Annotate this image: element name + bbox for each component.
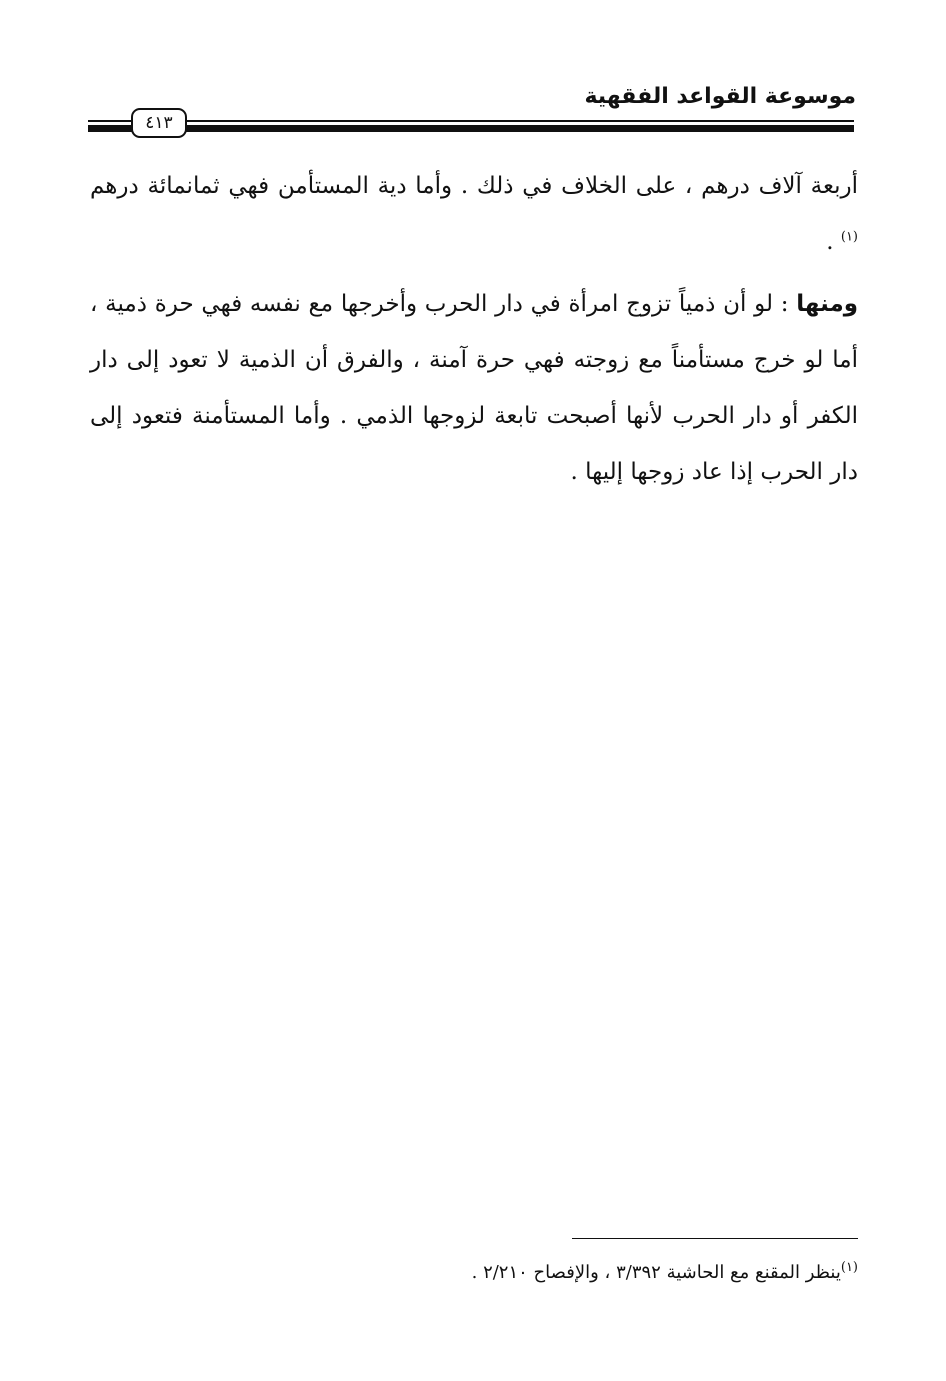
paragraph-2 — [90, 276, 858, 500]
page-number: ٤١٣ — [131, 108, 187, 138]
header-thin-rule — [88, 120, 854, 122]
main-text — [90, 158, 858, 500]
paragraph-2-text: : لو أن ذمياً تزوج امرأة في دار الحرب وأخرجها مع نفسه فهي حرة ذمية ، أما لو خرج مستأمناً مع زوجته فهي حرة آمنة ، والفرق أن الذمية لا تعود إلى دار الكفر أو دار الحرب لأنها أصبحت تابعة لزوجها الذمي . وأما المستأمنة فتعود إلى دار الحرب إذا عاد زوجها إليها . — [90, 291, 858, 485]
footnote-text: ينظر المقنع مع الحاشية ٣/٣٩٢ ، والإفصاح ٢/٢١٠ . — [471, 1262, 841, 1283]
footnote-marker: (١) — [840, 1260, 858, 1275]
paragraph-1-text: أربعة آلاف درهم ، على الخلاف في ذلك . وأما دية المستأمن فهي ثمانمائة درهم — [90, 173, 858, 199]
header-thick-rule — [88, 125, 854, 132]
footnote-separator — [572, 1238, 858, 1239]
paragraph-2-lead-word: ومنها — [796, 291, 858, 317]
paragraph-1-end: . — [826, 229, 834, 255]
running-title: موسوعة القواعد الفقهية — [584, 84, 856, 109]
paragraph-1 — [90, 158, 858, 270]
footnote-reference: (١) — [840, 229, 858, 245]
footnote-1 — [300, 1258, 858, 1288]
